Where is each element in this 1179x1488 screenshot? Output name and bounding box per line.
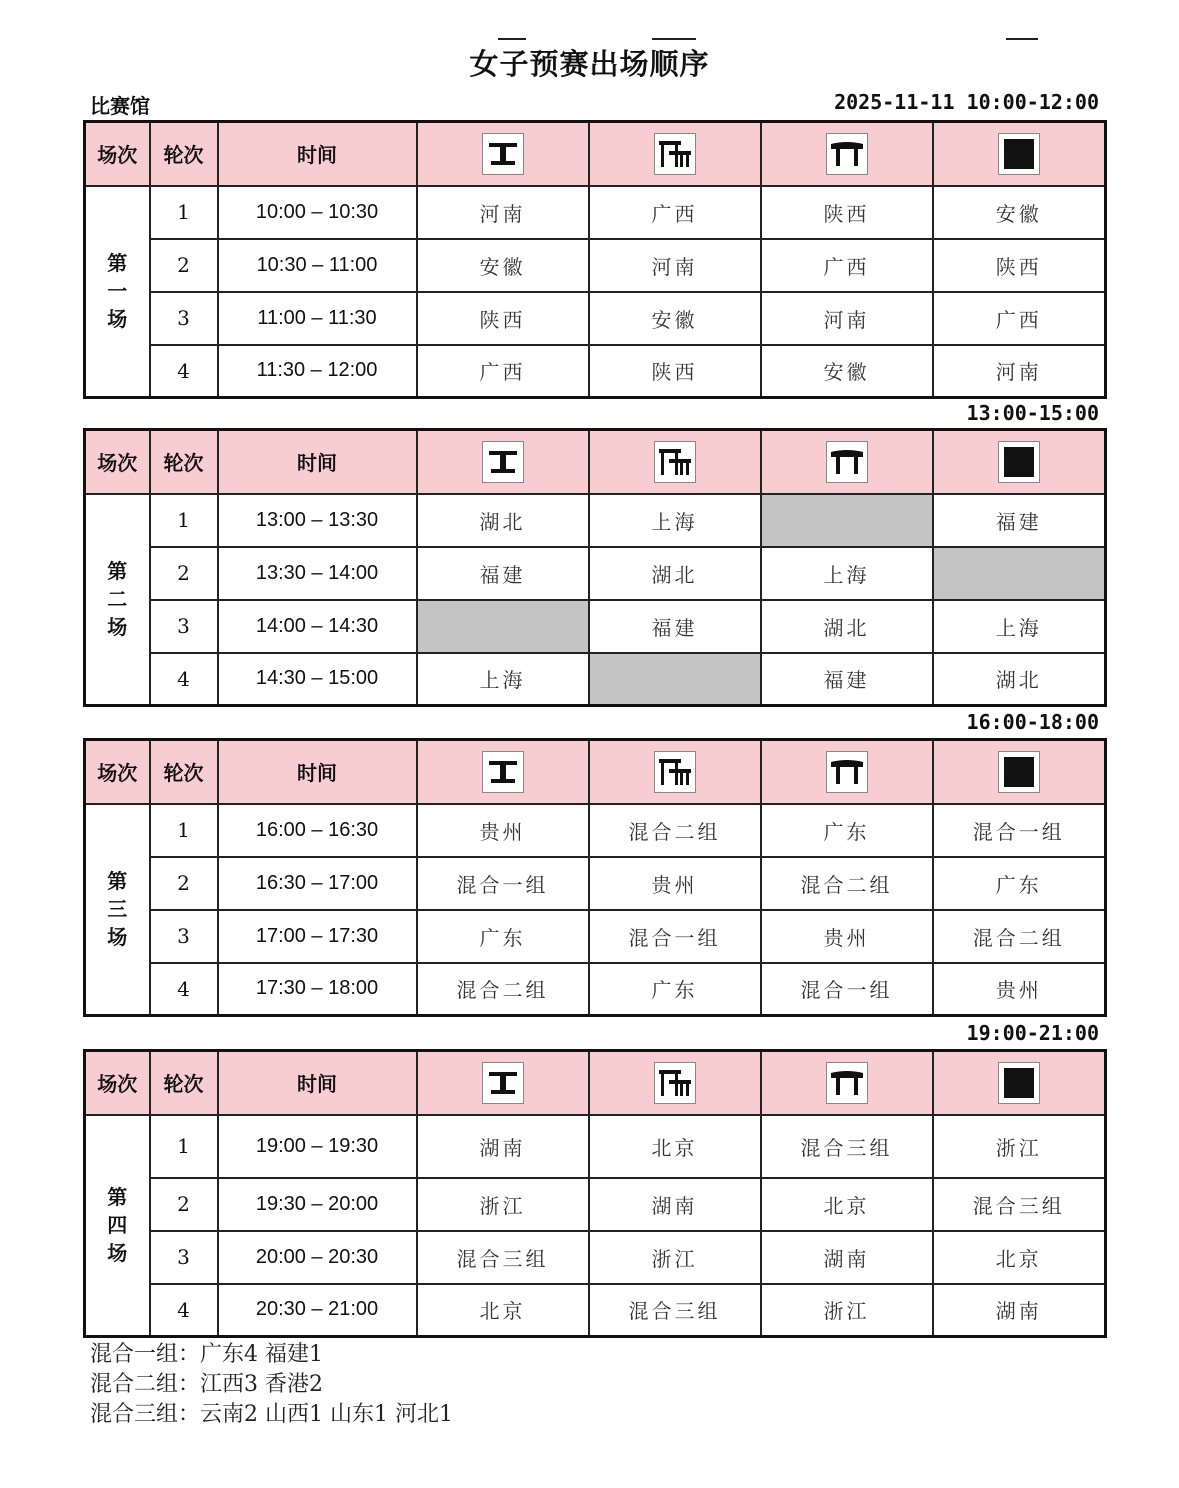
team-cell: 湖北 bbox=[761, 600, 933, 653]
table-row bbox=[85, 547, 1106, 600]
balance-beam-icon bbox=[482, 751, 524, 793]
floor-icon bbox=[998, 441, 1040, 483]
uneven-bars-icon bbox=[654, 133, 696, 175]
round-number: 3 bbox=[150, 600, 218, 653]
round-time: 10:30 – 11:00 bbox=[218, 239, 417, 292]
team-cell: 上海 bbox=[417, 653, 589, 706]
team-cell: 上海 bbox=[589, 494, 761, 547]
round-number: 2 bbox=[150, 547, 218, 600]
floor-icon bbox=[998, 1062, 1040, 1104]
vault-icon bbox=[826, 441, 868, 483]
header-time: 时间 bbox=[218, 740, 417, 804]
session-label: 第 三 场 bbox=[85, 804, 150, 1016]
round-time: 19:30 – 20:00 bbox=[218, 1178, 417, 1231]
header-row bbox=[85, 1051, 1106, 1115]
team-cell: 湖北 bbox=[933, 653, 1106, 706]
header-apparatus bbox=[589, 1051, 761, 1115]
team-cell: 浙江 bbox=[417, 1178, 589, 1231]
header-session: 场次 bbox=[85, 122, 150, 186]
team-cell: 安徽 bbox=[417, 239, 589, 292]
venue-label: 比赛馆 bbox=[90, 94, 150, 118]
table-row bbox=[85, 345, 1106, 398]
schedule-table-session-2 bbox=[83, 428, 1107, 707]
team-cell: 陕西 bbox=[417, 292, 589, 345]
table-row bbox=[85, 910, 1106, 963]
round-time: 14:00 – 14:30 bbox=[218, 600, 417, 653]
vault-icon bbox=[826, 751, 868, 793]
balance-beam-icon bbox=[482, 1062, 524, 1104]
table-row bbox=[85, 1231, 1106, 1284]
session-4-time-range: 19:00-21:00 bbox=[966, 1021, 1099, 1045]
team-cell: 北京 bbox=[761, 1178, 933, 1231]
team-cell: 浙江 bbox=[933, 1115, 1106, 1178]
table-row bbox=[85, 1284, 1106, 1337]
header-apparatus bbox=[417, 740, 589, 804]
header-row bbox=[85, 430, 1106, 494]
date-time-label: 2025-11-11 10:00-12:00 bbox=[834, 90, 1099, 114]
balance-beam-icon bbox=[482, 441, 524, 483]
team-cell: 混合二组 bbox=[417, 963, 589, 1016]
team-cell: 混合一组 bbox=[589, 910, 761, 963]
header-round: 轮次 bbox=[150, 430, 218, 494]
team-cell: 广西 bbox=[417, 345, 589, 398]
team-cell: 混合一组 bbox=[761, 963, 933, 1016]
round-time: 19:00 – 19:30 bbox=[218, 1115, 417, 1178]
header-round: 轮次 bbox=[150, 740, 218, 804]
team-cell: 福建 bbox=[933, 494, 1106, 547]
team-cell: 福建 bbox=[761, 653, 933, 706]
round-number: 1 bbox=[150, 494, 218, 547]
header-apparatus bbox=[589, 122, 761, 186]
empty-cell bbox=[589, 653, 761, 706]
round-time: 11:30 – 12:00 bbox=[218, 345, 417, 398]
header-round: 轮次 bbox=[150, 122, 218, 186]
header-apparatus bbox=[417, 1051, 589, 1115]
round-number: 4 bbox=[150, 653, 218, 706]
header-row bbox=[85, 122, 1106, 186]
table-row bbox=[85, 600, 1106, 653]
session-3-time-range: 16:00-18:00 bbox=[966, 710, 1099, 734]
team-cell: 福建 bbox=[417, 547, 589, 600]
round-time: 20:00 – 20:30 bbox=[218, 1231, 417, 1284]
mixed-group-notes bbox=[90, 1340, 453, 1430]
team-cell: 广西 bbox=[933, 292, 1106, 345]
vault-icon bbox=[826, 1062, 868, 1104]
round-time: 13:00 – 13:30 bbox=[218, 494, 417, 547]
header-apparatus bbox=[761, 740, 933, 804]
round-number: 3 bbox=[150, 910, 218, 963]
team-cell: 北京 bbox=[933, 1231, 1106, 1284]
round-number: 4 bbox=[150, 963, 218, 1016]
team-cell: 混合三组 bbox=[933, 1178, 1106, 1231]
team-cell: 贵州 bbox=[761, 910, 933, 963]
team-cell: 安徽 bbox=[589, 292, 761, 345]
round-time: 10:00 – 10:30 bbox=[218, 186, 417, 239]
header-session: 场次 bbox=[85, 430, 150, 494]
round-time: 13:30 – 14:00 bbox=[218, 547, 417, 600]
header-apparatus bbox=[589, 430, 761, 494]
team-cell: 混合二组 bbox=[761, 857, 933, 910]
session-label: 第 四 场 bbox=[85, 1115, 150, 1337]
round-number: 3 bbox=[150, 1231, 218, 1284]
team-cell: 混合三组 bbox=[417, 1231, 589, 1284]
team-cell: 广东 bbox=[761, 804, 933, 857]
team-cell: 湖南 bbox=[933, 1284, 1106, 1337]
round-number: 2 bbox=[150, 239, 218, 292]
team-cell: 混合二组 bbox=[933, 910, 1106, 963]
schedule-table-session-3 bbox=[83, 738, 1107, 1017]
header-apparatus bbox=[417, 122, 589, 186]
header-time: 时间 bbox=[218, 430, 417, 494]
table-row bbox=[85, 804, 1106, 857]
team-cell: 浙江 bbox=[589, 1231, 761, 1284]
round-number: 3 bbox=[150, 292, 218, 345]
floor-icon bbox=[998, 751, 1040, 793]
header-time: 时间 bbox=[218, 122, 417, 186]
team-cell: 陕西 bbox=[933, 239, 1106, 292]
header-apparatus bbox=[761, 122, 933, 186]
team-cell: 上海 bbox=[761, 547, 933, 600]
table-row bbox=[85, 186, 1106, 239]
header-apparatus bbox=[933, 1051, 1106, 1115]
team-cell: 广东 bbox=[933, 857, 1106, 910]
session-label: 第 一 场 bbox=[85, 186, 150, 398]
team-cell: 河南 bbox=[933, 345, 1106, 398]
header-session: 场次 bbox=[85, 740, 150, 804]
table-row bbox=[85, 1115, 1106, 1178]
round-number: 1 bbox=[150, 1115, 218, 1178]
header-apparatus bbox=[761, 430, 933, 494]
team-cell: 北京 bbox=[589, 1115, 761, 1178]
floor-icon bbox=[998, 133, 1040, 175]
team-cell: 湖南 bbox=[417, 1115, 589, 1178]
team-cell: 上海 bbox=[933, 600, 1106, 653]
team-cell: 贵州 bbox=[417, 804, 589, 857]
header-apparatus bbox=[589, 740, 761, 804]
team-cell: 广东 bbox=[589, 963, 761, 1016]
team-cell: 安徽 bbox=[933, 186, 1106, 239]
team-cell: 河南 bbox=[589, 239, 761, 292]
team-cell: 混合二组 bbox=[589, 804, 761, 857]
header-apparatus bbox=[933, 430, 1106, 494]
team-cell: 陕西 bbox=[589, 345, 761, 398]
session-2-time-range: 13:00-15:00 bbox=[966, 401, 1099, 425]
team-cell: 广西 bbox=[589, 186, 761, 239]
team-cell: 陕西 bbox=[761, 186, 933, 239]
round-time: 14:30 – 15:00 bbox=[218, 653, 417, 706]
team-cell: 混合一组 bbox=[933, 804, 1106, 857]
team-cell: 广东 bbox=[417, 910, 589, 963]
team-cell: 湖南 bbox=[761, 1231, 933, 1284]
round-number: 2 bbox=[150, 857, 218, 910]
table-row bbox=[85, 857, 1106, 910]
team-cell: 湖北 bbox=[589, 547, 761, 600]
page-title: 女子预赛出场顺序 bbox=[469, 47, 710, 81]
vault-icon bbox=[826, 133, 868, 175]
empty-cell bbox=[933, 547, 1106, 600]
balance-beam-icon bbox=[482, 133, 524, 175]
team-cell: 贵州 bbox=[589, 857, 761, 910]
team-cell: 混合三组 bbox=[761, 1115, 933, 1178]
schedule-table-session-1 bbox=[83, 120, 1107, 399]
team-cell: 河南 bbox=[417, 186, 589, 239]
team-cell: 混合三组 bbox=[589, 1284, 761, 1337]
note-line: 混合二组：江西3 香港2 bbox=[90, 1372, 323, 1397]
header-apparatus bbox=[417, 430, 589, 494]
uneven-bars-icon bbox=[654, 751, 696, 793]
table-row bbox=[85, 292, 1106, 345]
uneven-bars-icon bbox=[654, 1062, 696, 1104]
table-row bbox=[85, 239, 1106, 292]
table-row bbox=[85, 963, 1106, 1016]
table-row bbox=[85, 653, 1106, 706]
header-apparatus bbox=[761, 1051, 933, 1115]
header-apparatus bbox=[933, 122, 1106, 186]
empty-cell bbox=[761, 494, 933, 547]
team-cell: 广西 bbox=[761, 239, 933, 292]
note-line: 混合一组：广东4 福建1 bbox=[90, 1342, 323, 1367]
header-row bbox=[85, 740, 1106, 804]
session-label: 第 二 场 bbox=[85, 494, 150, 706]
team-cell: 河南 bbox=[761, 292, 933, 345]
note-line: 混合三组：云南2 山西1 山东1 河北1 bbox=[90, 1402, 453, 1427]
uneven-bars-icon bbox=[654, 441, 696, 483]
round-time: 17:00 – 17:30 bbox=[218, 910, 417, 963]
team-cell: 安徽 bbox=[761, 345, 933, 398]
team-cell: 福建 bbox=[589, 600, 761, 653]
team-cell: 湖南 bbox=[589, 1178, 761, 1231]
team-cell: 浙江 bbox=[761, 1284, 933, 1337]
round-time: 16:00 – 16:30 bbox=[218, 804, 417, 857]
round-number: 4 bbox=[150, 345, 218, 398]
round-time: 16:30 – 17:00 bbox=[218, 857, 417, 910]
round-time: 17:30 – 18:00 bbox=[218, 963, 417, 1016]
table-row bbox=[85, 494, 1106, 547]
round-number: 4 bbox=[150, 1284, 218, 1337]
table-row bbox=[85, 1178, 1106, 1231]
header-round: 轮次 bbox=[150, 1051, 218, 1115]
round-time: 11:00 – 11:30 bbox=[218, 292, 417, 345]
round-number: 1 bbox=[150, 186, 218, 239]
team-cell: 混合一组 bbox=[417, 857, 589, 910]
team-cell: 贵州 bbox=[933, 963, 1106, 1016]
empty-cell bbox=[417, 600, 589, 653]
team-cell: 北京 bbox=[417, 1284, 589, 1337]
round-number: 1 bbox=[150, 804, 218, 857]
header-apparatus bbox=[933, 740, 1106, 804]
round-number: 2 bbox=[150, 1178, 218, 1231]
header-time: 时间 bbox=[218, 1051, 417, 1115]
header-session: 场次 bbox=[85, 1051, 150, 1115]
schedule-table-session-4 bbox=[83, 1049, 1107, 1338]
round-time: 20:30 – 21:00 bbox=[218, 1284, 417, 1337]
team-cell: 湖北 bbox=[417, 494, 589, 547]
